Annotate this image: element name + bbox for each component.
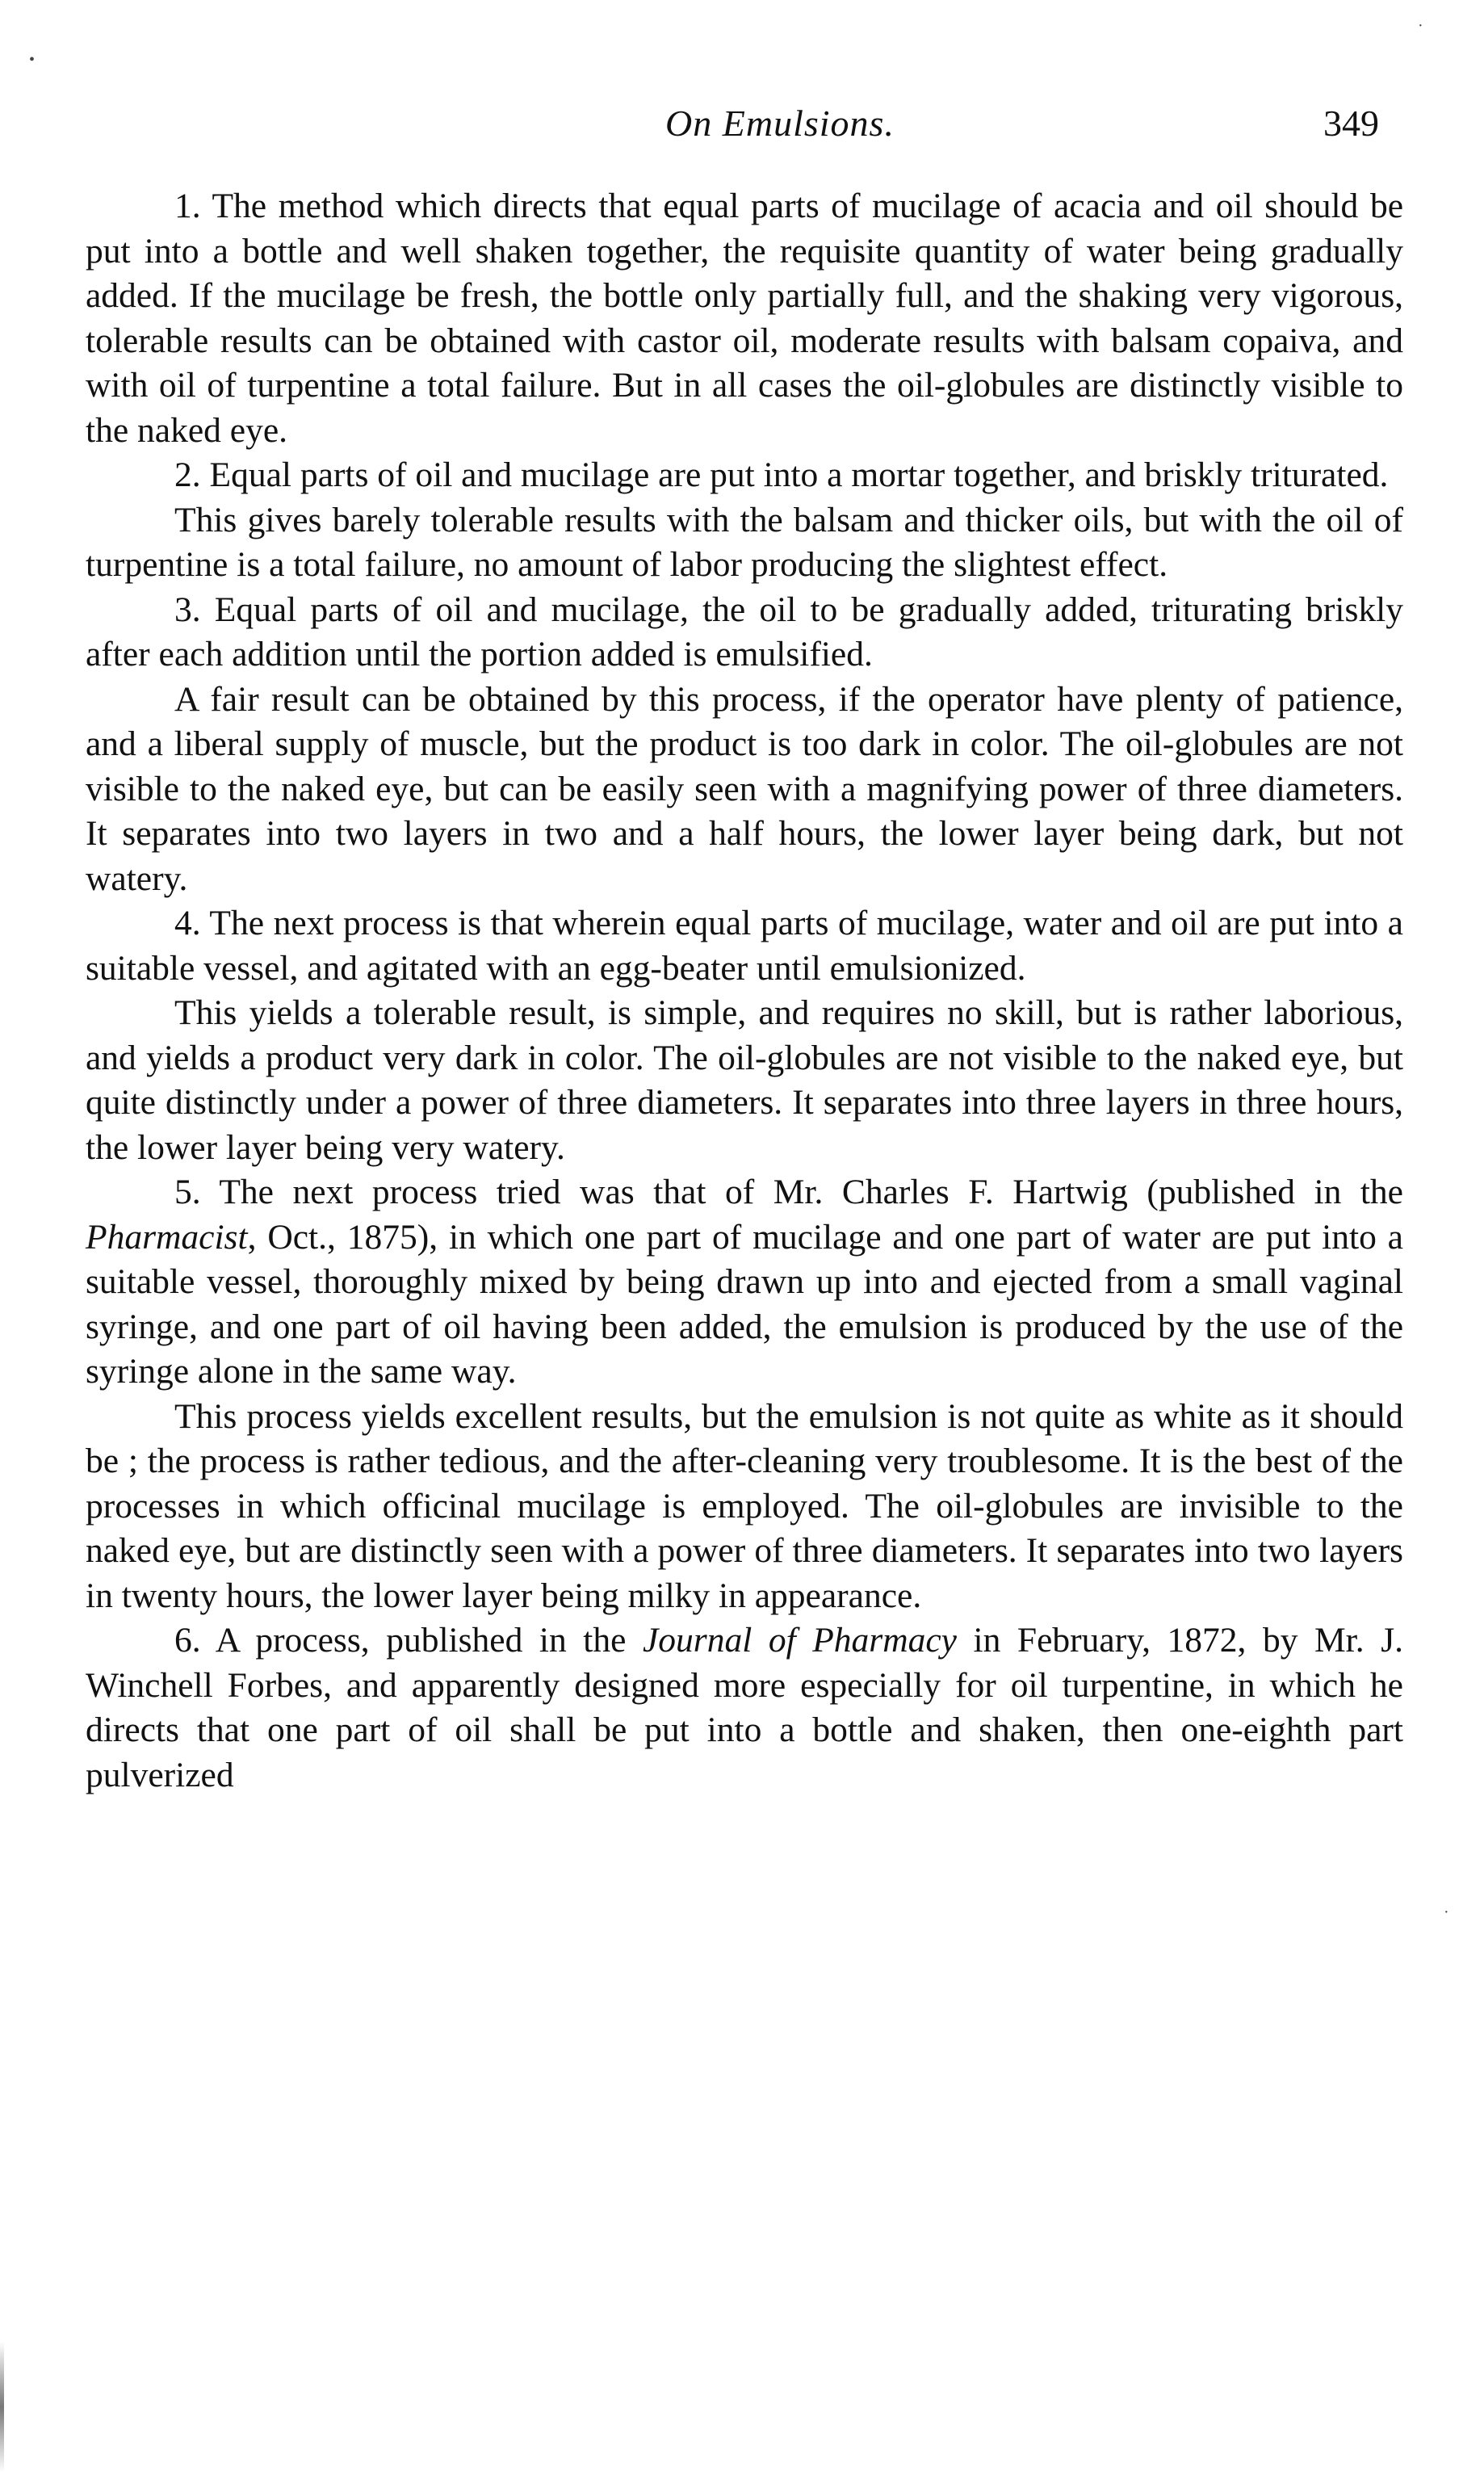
paragraph-method-5	[86, 1170, 1403, 1395]
page-number: 349	[1323, 103, 1379, 144]
page-header	[86, 95, 1403, 152]
paragraph-method-6-rest: in February, 1872, by Mr. J. Winchell Forbes, and apparently designed more especially for oil turpentine, in which he directs that one part of oil shall be put into a bottle and shaken, then one-eighth part pulverized	[86, 1621, 1403, 1794]
running-title: On Emulsions.	[665, 103, 895, 144]
body-text	[86, 184, 1403, 1798]
paragraph-method-5-lead: 5. The next process tried was that of Mr. Charles F. Hartwig (published in the	[174, 1173, 1403, 1211]
paragraph-method-1: 1. The method which directs that equal parts of mucilage of acacia and oil should be put into a bottle and well shaken together, the requisite quantity of water being gradually added. If the mucilage be fresh, the bottle only partially full, and the shaking very vigorous, tolerable results can be obtained with castor oil, moderate results with balsam copaiva, and with oil of turpentine a total failure. But in all cases the oil-globules are distinctly visible to the naked eye.	[86, 187, 1403, 450]
paragraph-method-3: 3. Equal parts of oil and mucilage, the oil to be gradually added, triturating briskly after each addition until the portion added is emulsified.	[86, 590, 1403, 674]
page-edge-shadow	[0, 2342, 4, 2472]
margin-speck: •	[29, 51, 36, 69]
margin-speck: ·	[1444, 1903, 1449, 1921]
paragraph-method-5-result: This process yields excellent results, but the emulsion is not quite as white as it should be ; the process is rather tedious, and the after-cleaning very troublesome. It is the best of the processes in which officinal mucilage is employed. The oil-globules are invisible to the naked eye, but are distinctly seen with a power of three diameters. It separates into two layers in twenty hours, the lower layer being milky in appearance.	[86, 1396, 1403, 1615]
paragraph-method-5-rest: , Oct., 1875), in which one part of mucilage and one part of water are put into a suitable vessel, thoroughly mixed by being drawn up into and ejected from a small vaginal syringe, and one part of oil having been added, the emulsion is produced by the use of the syringe alone in the same way.	[86, 1217, 1403, 1391]
paragraph-method-6	[86, 1618, 1403, 1798]
paragraph-method-6-lead: 6. A process, published in the	[174, 1621, 643, 1660]
paragraph-method-4: 4. The next process is that wherein equal parts of mucilage, water and oil are put into a suitable vessel, and agitated with an egg-beater until emulsionized.	[86, 904, 1403, 988]
journal-title-journal-of-pharmacy: Journal of Pharmacy	[642, 1621, 957, 1660]
paragraph-method-2: 2. Equal parts of oil and mucilage are put into a mortar together, and briskly triturated.	[174, 455, 1389, 494]
paragraph-method-3-result: A fair result can be obtained by this process, if the operator have plenty of patience, and a liberal supply of muscle, but the product is too dark in color. The oil-globules are not visible to the naked eye, but can be easily seen with a magnifying power of three diameters. It separates into two layers in two and a half hours, the lower layer being dark, but not watery.	[86, 679, 1403, 898]
paragraph-method-2-result: This gives barely tolerable results with the balsam and thicker oils, but with the oil of turpentine is a total failure, no amount of labor producing the slightest effect.	[86, 500, 1403, 584]
journal-title-pharmacist: Pharmacist	[86, 1217, 248, 1257]
paragraph-method-4-result: This yields a tolerable result, is simple, and requires no skill, but is rather laborious, and yields a product very dark in color. The oil-globules are not visible to the naked eye, but quite distinctly under a power of three diameters. It separates into three layers in three hours, the lower layer being very watery.	[86, 993, 1403, 1167]
margin-speck: ·	[1418, 17, 1423, 35]
